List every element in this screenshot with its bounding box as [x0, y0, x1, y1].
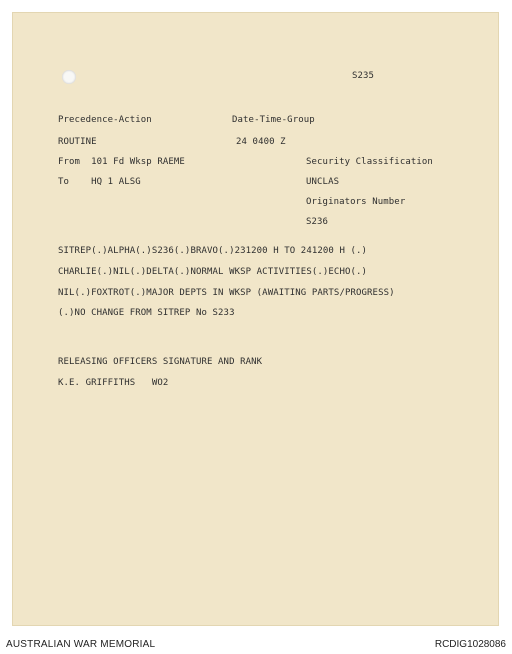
- archive-footer: [0, 636, 512, 654]
- releasing-officer-name: K.E. GRIFFITHS WO2: [58, 378, 169, 388]
- precedence-value: ROUTINE: [58, 137, 97, 147]
- dtg-label: Date-Time-Group: [232, 115, 315, 125]
- security-label: Security Classification: [306, 157, 433, 167]
- to-line: To HQ 1 ALSG: [58, 177, 141, 187]
- punch-hole: [62, 70, 76, 84]
- originators-value: S236: [306, 217, 329, 227]
- message-line-1: SITREP(.)ALPHA(.)S236(.)BRAVO(.)231200 H TO 241200 H (.): [58, 246, 368, 256]
- archive-name: AUSTRALIAN WAR MEMORIAL: [6, 639, 156, 650]
- message-line-4: (.)NO CHANGE FROM SITREP No S233: [58, 308, 235, 318]
- document-paper: [12, 12, 499, 626]
- page-reference: S235: [352, 71, 375, 81]
- originators-label: Originators Number: [306, 197, 406, 207]
- dtg-value: 24 0400 Z: [236, 137, 286, 147]
- releasing-officer-label: RELEASING OFFICERS SIGNATURE AND RANK: [58, 357, 263, 367]
- archive-reference: RCDIG1028086: [434, 639, 506, 650]
- security-value: UNCLAS: [306, 177, 340, 187]
- precedence-label: Precedence-Action: [58, 115, 152, 125]
- message-line-3: NIL(.)FOXTROT(.)MAJOR DEPTS IN WKSP (AWAITING PARTS/PROGRESS): [58, 288, 395, 298]
- from-line: From 101 Fd Wksp RAEME: [58, 157, 185, 167]
- message-line-2: CHARLIE(.)NIL(.)DELTA(.)NORMAL WKSP ACTIVITIES(.)ECHO(.): [58, 267, 368, 277]
